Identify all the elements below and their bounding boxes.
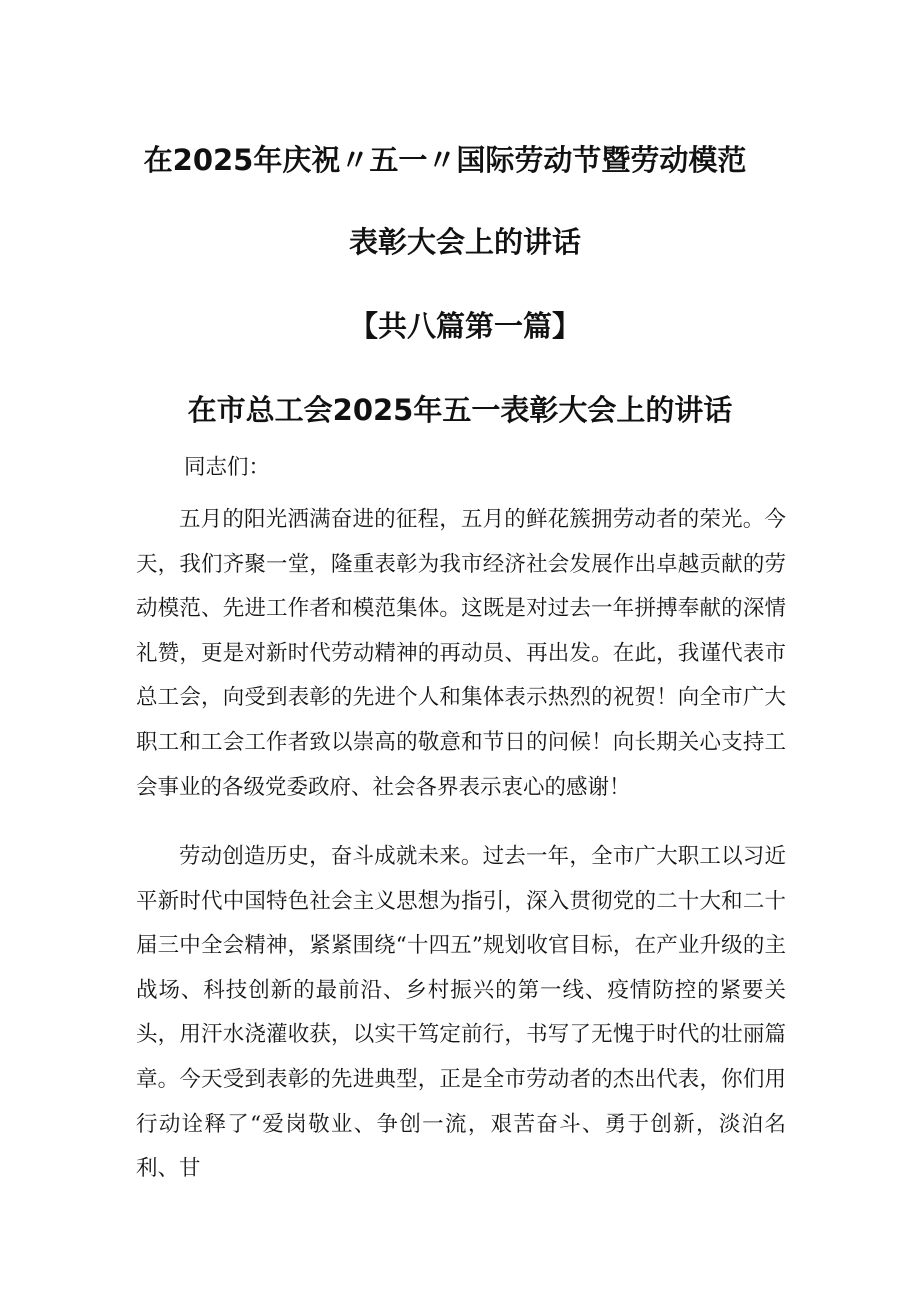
paragraph-text: 五月的阳光洒满奋进的征程，五月的鲜花簇拥劳动者的荣光。今天，我们齐聚一堂，隆重表彰为我市经济社会发展作出卓越贡献的劳动模范、先进工作者和模范集体。这既是对过去一年拼搏奉献的深情礼赞，更是对新时代劳动精神的再动员、再出发。在此，我谨代表市总工会，向受到表彰的先进个人和集体表示热烈的祝贺！向全市广大职工和工会工作者致以崇高的敬意和节日的问候！向长期关心支持工会事业的各级党委政府、社会各界表示衷心的感谢！ [136,507,786,800]
salutation: 同志们： [184,455,271,480]
document-title-line-1: 在2025年庆祝〃五一〃国际劳动节暨劳动模范 [143,143,747,177]
body-paragraph-2 [136,835,786,1192]
document-title-line-2: 表彰大会上的讲话 [348,225,581,259]
series-label: 【共八篇第一篇】 [348,309,581,343]
paragraph-text: 劳动创造历史，奋斗成就未来。过去一年，全市广大职工以习近平新时代中国特色社会主义思想为指引，深入贯彻党的二十大和二十届三中全会精神，紧紧围绕“十四五”规划收官目标，在产业升级的主战场、科技创新的最前沿、乡村振兴的第一线、疫情防控的紧要关头，用汗水浇灌收获，以实干笃定前行，书写了无愧于时代的壮丽篇章。今天受到表彰的先进典型，正是全市劳动者的杰出代表，你们用行动诠释了“爱岗敬业、争创一流，艰苦奋斗、勇于创新，淡泊名利、甘 [136,844,786,1182]
speech-title: 在市总工会2025年五一表彰大会上的讲话 [187,393,733,427]
body-paragraph-1 [136,498,786,810]
